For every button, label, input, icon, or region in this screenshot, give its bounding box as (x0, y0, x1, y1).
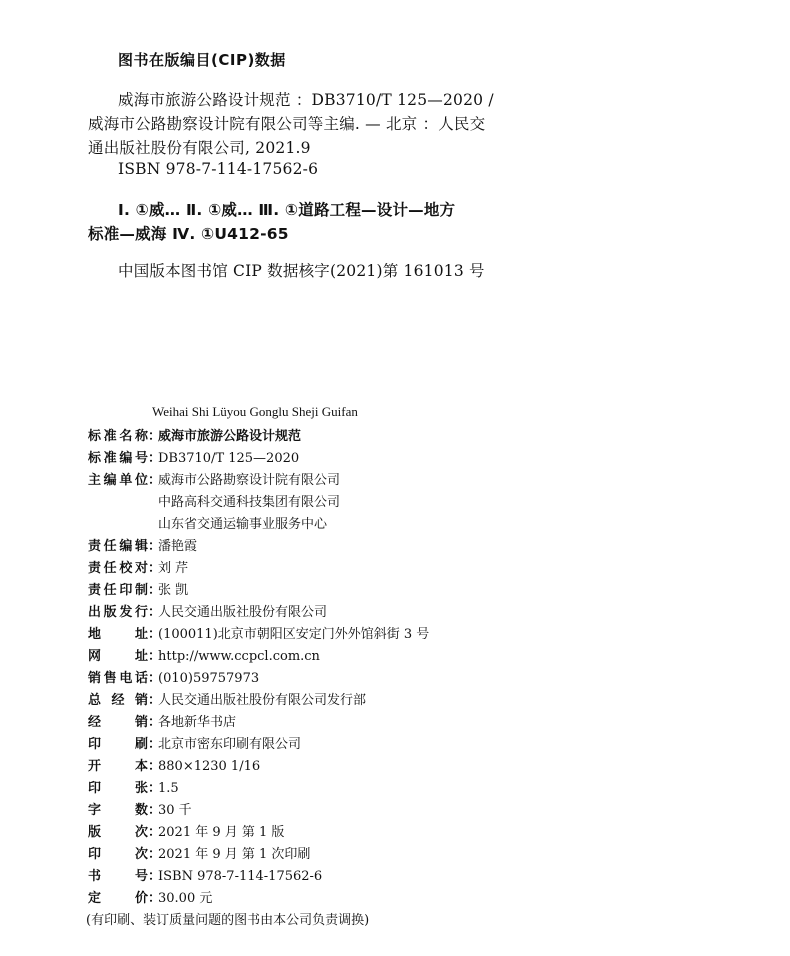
website-value: http://www.ccpcl.com.cn (158, 649, 320, 664)
sales-label: 销 售 电 话 (88, 671, 148, 686)
std-no-label: 标 准 编 号 (88, 451, 148, 466)
info-row-std-no (88, 448, 738, 470)
editor-unit-3: 山东省交通运输事业服务中心 (158, 517, 328, 532)
info-row-retail (88, 712, 738, 734)
cip-line-4: ISBN 978-7-114-17562-6 (118, 160, 319, 178)
impression-label: 印 次 (88, 847, 148, 862)
footer-note: (有印刷、装订质量问题的图书由本公司负责调换) (86, 913, 370, 928)
info-row-resp-print (88, 580, 738, 602)
colon: ： (148, 781, 162, 796)
info-row-isbn (88, 866, 738, 888)
info-row-sheets (88, 778, 738, 800)
sheets-label: 印 张 (88, 781, 148, 796)
colon: ： (148, 627, 162, 642)
copyright-info-table (88, 426, 738, 910)
printer-label: 印 刷 (88, 737, 148, 752)
website-label: 网 址 (88, 649, 148, 664)
publisher-value: 人民交通出版社股份有限公司 (158, 605, 328, 620)
std-no-value: DB3710/T 125—2020 (158, 451, 300, 466)
colon: ： (148, 759, 162, 774)
info-row-resp-proof (88, 558, 738, 580)
colon: ： (148, 451, 162, 466)
info-row-distributor (88, 690, 738, 712)
resp-editor-label: 责 任 编 辑 (88, 539, 148, 554)
cip-line-3: 通出版社股份有限公司, 2021.9 (88, 139, 311, 157)
colon: ： (148, 649, 162, 664)
words-value: 30 千 (158, 803, 192, 818)
address-value: (100011)北京市朝阳区安定门外外馆斜街 3 号 (158, 627, 430, 642)
printer-value: 北京市密东印刷有限公司 (158, 737, 302, 752)
info-row-sales (88, 668, 738, 690)
info-row-edition (88, 822, 738, 844)
info-row-printer (88, 734, 738, 756)
info-row-impression (88, 844, 738, 866)
isbn-value: ISBN 978-7-114-17562-6 (158, 869, 323, 884)
colon: ： (148, 825, 162, 840)
colon: ： (148, 693, 162, 708)
words-label: 字 数 (88, 803, 148, 818)
colon: ： (148, 803, 162, 818)
editor-unit-1: 威海市公路勘察设计院有限公司 (158, 473, 341, 488)
cip-line-5: Ⅰ. ①威… Ⅱ. ①威… Ⅲ. ①道路工程—设计—地方 (118, 201, 456, 219)
publisher-label: 出 版 发 行 (88, 605, 148, 620)
colon: ： (148, 671, 162, 686)
info-row-address (88, 624, 738, 646)
resp-print-label: 责 任 印 制 (88, 583, 148, 598)
edition-label: 版 次 (88, 825, 148, 840)
info-row-price (88, 888, 738, 910)
retail-value: 各地新华书店 (158, 715, 237, 730)
info-row-resp-editor (88, 536, 738, 558)
std-name-label: 标 准 名 称 (88, 429, 148, 444)
colon: ： (148, 847, 162, 862)
cip-line-6: 标准—威海 Ⅳ. ①U412-65 (88, 225, 289, 243)
distributor-label: 总 经 销 (88, 693, 148, 708)
info-row-words (88, 800, 738, 822)
colon: ： (148, 473, 162, 488)
resp-proof-value: 刘 芹 (158, 561, 189, 576)
distributor-value: 人民交通出版社股份有限公司发行部 (158, 693, 367, 708)
editor-unit-2: 中路高科交通科技集团有限公司 (158, 495, 341, 510)
editor-unit-values (158, 470, 738, 536)
impression-value: 2021 年 9 月 第 1 次印刷 (158, 847, 311, 862)
colon: ： (148, 561, 162, 576)
info-row-website (88, 646, 738, 668)
colon: ： (148, 715, 162, 730)
resp-print-value: 张 凯 (158, 583, 189, 598)
isbn-label: 书 号 (88, 869, 148, 884)
format-label: 开 本 (88, 759, 148, 774)
colon: ： (148, 737, 162, 752)
colon: ： (148, 869, 162, 884)
colon: ： (148, 891, 162, 906)
colon: ： (148, 429, 162, 444)
pinyin-title: Weihai Shi Lüyou Gonglu Sheji Guifan (152, 404, 358, 419)
cip-line-2: 威海市公路勘察设计院有限公司等主编. — 北京 ：人民交 (88, 115, 486, 133)
edition-value: 2021 年 9 月 第 1 版 (158, 825, 285, 840)
retail-label: 经 销 (88, 715, 148, 730)
format-value: 880×1230 1/16 (158, 759, 261, 774)
sales-value: (010)59757973 (158, 671, 260, 686)
colon: ： (148, 605, 162, 620)
resp-proof-label: 责 任 校 对 (88, 561, 148, 576)
editor-unit-label: 主 编 单 位 (88, 473, 148, 488)
cip-line-1: 威海市旅游公路设计规范 ：DB3710/T 125—2020 / (118, 91, 494, 109)
std-name-value: 威海市旅游公路设计规范 (158, 429, 302, 444)
info-row-publisher (88, 602, 738, 624)
price-label: 定 价 (88, 891, 148, 906)
info-row-std-name (88, 426, 738, 448)
colon: ： (148, 583, 162, 598)
address-label: 地 址 (88, 627, 148, 642)
cip-title: 图书在版编目(CIP)数据 (118, 51, 286, 69)
sheets-value: 1.5 (158, 781, 179, 796)
colon: ： (148, 539, 162, 554)
cip-line-7: 中国版本图书馆 CIP 数据核字(2021)第 161013 号 (118, 262, 485, 280)
info-row-editor-unit (88, 470, 738, 536)
resp-editor-value: 潘艳霞 (158, 539, 198, 554)
price-value: 30.00 元 (158, 891, 213, 906)
info-row-format (88, 756, 738, 778)
